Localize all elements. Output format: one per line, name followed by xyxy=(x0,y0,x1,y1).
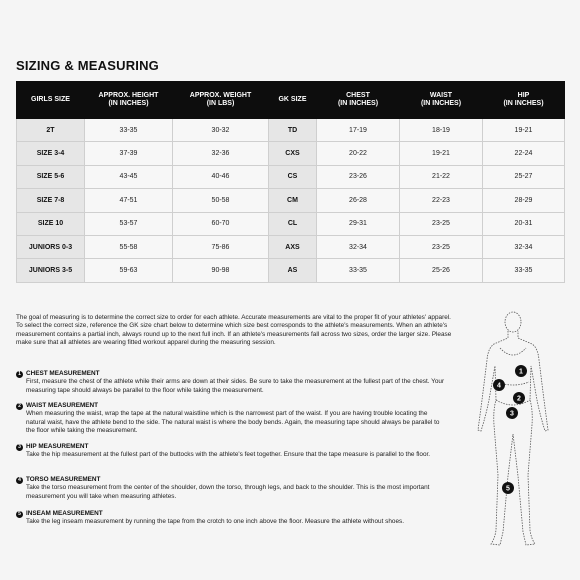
measurement-cell: 18-19 xyxy=(400,119,483,142)
body-measurement-figure xyxy=(458,300,568,560)
column-header-line: GK SIZE xyxy=(278,95,307,103)
size-cell: CXS xyxy=(269,142,317,165)
column-header xyxy=(85,82,173,119)
measurement-section xyxy=(16,476,446,501)
column-header-line: GIRLS SIZE xyxy=(31,95,70,103)
size-cell: 2T xyxy=(17,119,85,142)
measurement-cell: 59-63 xyxy=(85,259,173,282)
measurement-cell: 22-23 xyxy=(400,189,483,212)
measurement-cell: 33-35 xyxy=(483,259,565,282)
table-row xyxy=(17,212,565,235)
figure-badge xyxy=(506,407,518,419)
badge-label: 4 xyxy=(497,382,501,390)
measurement-cell: 32-34 xyxy=(317,235,400,258)
size-cell: SIZE 3-4 xyxy=(17,142,85,165)
step-number-badge: 1 xyxy=(16,371,23,378)
badge-label: 3 xyxy=(510,410,514,418)
measurement-cell: 37-39 xyxy=(85,142,173,165)
table-row xyxy=(17,235,565,258)
column-header xyxy=(173,82,269,119)
table-row xyxy=(17,189,565,212)
size-cell: TD xyxy=(269,119,317,142)
measurement-section xyxy=(16,443,446,460)
section-heading xyxy=(16,476,446,484)
measurement-section xyxy=(16,402,446,435)
section-body: When measuring the waist, wrap the tape at the natural waistline which is the narrowest part of the waist. If you are having trouble locating the natural waist, have the athlete bend to the side. The natural waist is where the body bends. Again, the measuring tape should always be parallel to the floor while taking the measurement. xyxy=(26,410,440,434)
section-heading-text: HIP MEASUREMENT xyxy=(26,443,89,450)
size-cell: AXS xyxy=(269,235,317,258)
measurement-cell: 30-32 xyxy=(173,119,269,142)
measurement-cell: 75-86 xyxy=(173,235,269,258)
step-number-badge: 4 xyxy=(16,477,23,484)
size-chart-header-row xyxy=(17,82,565,119)
section-body: Take the torso measurement from the center of the shoulder, down the torso, through legs, and back to the shoulder. This is the most important measurement you will take when measuring athletes. xyxy=(26,484,430,500)
section-heading xyxy=(16,443,446,451)
column-header-line: APPROX. HEIGHT xyxy=(98,91,159,99)
measurement-section xyxy=(16,510,446,527)
step-number-badge: 3 xyxy=(16,444,23,451)
measurement-cell: 25-26 xyxy=(400,259,483,282)
measurement-cell: 17-19 xyxy=(317,119,400,142)
section-heading xyxy=(16,370,446,378)
section-heading-text: INSEAM MEASUREMENT xyxy=(26,510,103,517)
size-chart-table xyxy=(16,81,565,283)
size-cell: SIZE 10 xyxy=(17,212,85,235)
column-header xyxy=(483,82,565,119)
badge-label: 2 xyxy=(517,395,521,403)
table-row xyxy=(17,165,565,188)
table-row xyxy=(17,142,565,165)
badge-label: 1 xyxy=(519,368,523,376)
column-header-line: (IN LBS) xyxy=(206,100,235,107)
column-header-line: (IN INCHES) xyxy=(337,100,379,107)
section-body: Take the hip measurement at the fullest part of the buttocks with the athlete's feet together. Ensure that the tape measure is parallel to the floor. xyxy=(26,451,431,459)
column-header-line: CHEST xyxy=(346,91,370,99)
measurement-cell: 43-45 xyxy=(85,165,173,188)
intro-paragraph: The goal of measuring is to determine the correct size to order for each athlete. Accurate measurements are vital to the proper fit of your athletes' apparel. To select the correct size, reference the GK size chart below to determine which size best corresponds to the athlete's measurements. When an athlete's measurement contains a partial inch, always round up to the next full inch. If an athlete's measurements fall across two sizes, order the larger size. Please make sure that all athletes are wearing fitted workout apparel during the measuring session. xyxy=(16,314,452,346)
section-heading-text: TORSO MEASUREMENT xyxy=(26,476,101,483)
section-heading xyxy=(16,402,446,410)
measurement-cell: 33-35 xyxy=(85,119,173,142)
figure-badge xyxy=(502,482,514,494)
measurement-cell: 53-57 xyxy=(85,212,173,235)
measurement-cell: 60-70 xyxy=(173,212,269,235)
section-heading-text: CHEST MEASUREMENT xyxy=(26,370,100,377)
measurement-cell: 19-21 xyxy=(400,142,483,165)
measurement-cell: 32-34 xyxy=(483,235,565,258)
measurement-cell: 26-28 xyxy=(317,189,400,212)
figure-badge xyxy=(515,365,527,377)
figure-badge xyxy=(513,392,525,404)
measurement-section xyxy=(16,370,446,395)
measurement-cell: 47-51 xyxy=(85,189,173,212)
size-cell: CM xyxy=(269,189,317,212)
size-cell: CS xyxy=(269,165,317,188)
column-header xyxy=(269,82,317,119)
measurement-cell: 22-24 xyxy=(483,142,565,165)
measurement-cell: 33-35 xyxy=(317,259,400,282)
size-cell: SIZE 5-6 xyxy=(17,165,85,188)
column-header-line: (IN INCHES) xyxy=(108,100,149,107)
section-body: First, measure the chest of the athlete while their arms are down at their sides. Be sure to take the measurement at the fullest part of the chest. Your measuring tape should always be parallel to the floor while taking the measurement. xyxy=(26,378,445,394)
table-row xyxy=(17,259,565,282)
measurement-cell: 55-58 xyxy=(85,235,173,258)
column-header-line: HIP xyxy=(517,91,530,99)
size-cell: AS xyxy=(269,259,317,282)
athlete-body-outline-icon xyxy=(478,312,548,545)
column-header xyxy=(400,82,483,119)
measurement-cell: 90-98 xyxy=(173,259,269,282)
column-header-line: APPROX. WEIGHT xyxy=(189,91,252,99)
measurement-cell: 25-27 xyxy=(483,165,565,188)
measurement-cell: 32-36 xyxy=(173,142,269,165)
measurement-cell: 19-21 xyxy=(483,119,565,142)
size-cell: JUNIORS 0-3 xyxy=(17,235,85,258)
size-cell: JUNIORS 3-5 xyxy=(17,259,85,282)
badge-label: 5 xyxy=(506,485,510,493)
size-cell: CL xyxy=(269,212,317,235)
measurement-cell: 20-31 xyxy=(483,212,565,235)
table-row xyxy=(17,119,565,142)
measurement-cell: 20-22 xyxy=(317,142,400,165)
measurement-cell: 23-25 xyxy=(400,235,483,258)
column-header-line: WAIST xyxy=(429,91,453,99)
column-header-line: (IN INCHES) xyxy=(420,100,462,107)
measurement-cell: 40-46 xyxy=(173,165,269,188)
measurement-cell: 50-58 xyxy=(173,189,269,212)
measurement-cell: 29-31 xyxy=(317,212,400,235)
measurement-cell: 23-26 xyxy=(317,165,400,188)
column-header xyxy=(17,82,85,119)
page-title: SIZING & MEASURING xyxy=(16,58,159,73)
step-number-badge: 5 xyxy=(16,511,23,518)
size-cell: SIZE 7-8 xyxy=(17,189,85,212)
figure-badge xyxy=(493,379,505,391)
step-number-badge: 2 xyxy=(16,403,23,410)
column-header-line: (IN INCHES) xyxy=(503,100,544,107)
section-heading-text: WAIST MEASUREMENT xyxy=(26,402,99,409)
measurement-cell: 21-22 xyxy=(400,165,483,188)
column-header xyxy=(317,82,400,119)
measurement-cell: 28-29 xyxy=(483,189,565,212)
measurement-cell: 23-25 xyxy=(400,212,483,235)
section-heading xyxy=(16,510,446,518)
section-body: Take the leg inseam measurement by running the tape from the crotch to one inch above the floor. Measure the athlete without shoes. xyxy=(26,518,404,526)
